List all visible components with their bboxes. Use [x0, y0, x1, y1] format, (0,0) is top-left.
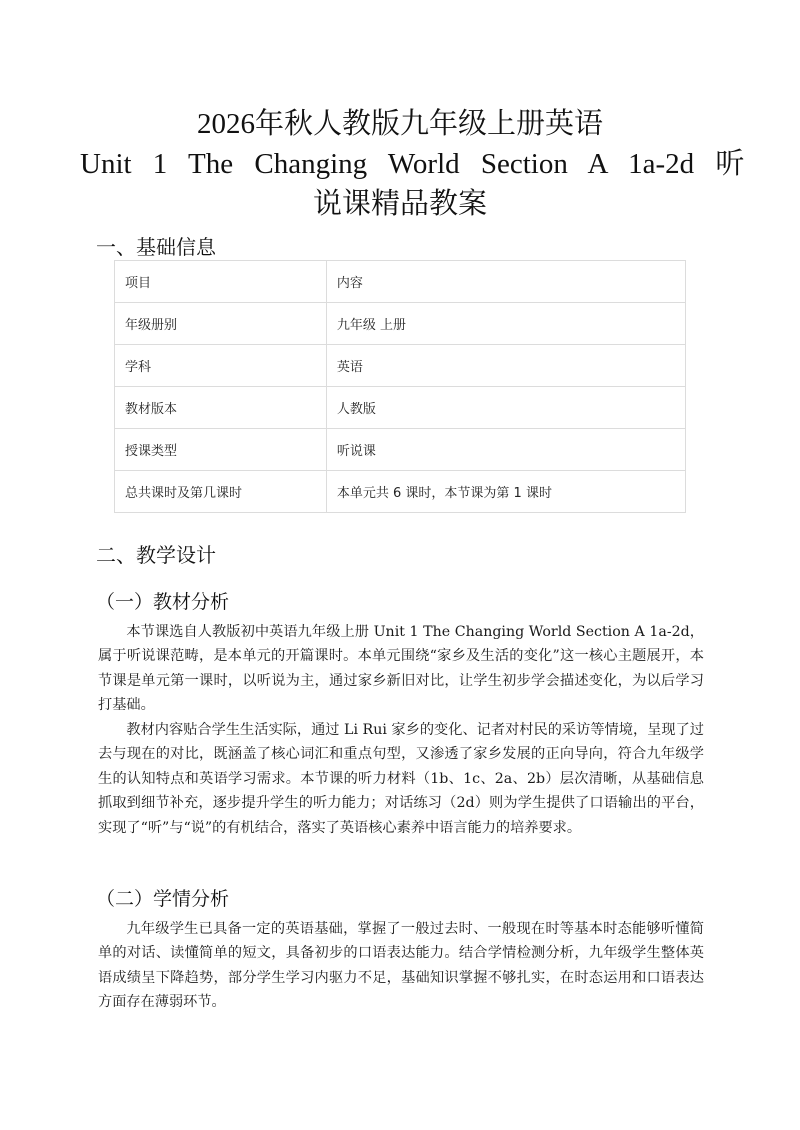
table-cell: 内容 [326, 261, 685, 303]
table-row [115, 303, 686, 345]
table-cell: 年级册别 [115, 303, 327, 345]
section-heading-basic-info: 一、基础信息 [96, 235, 216, 259]
table-cell: 听说课 [326, 429, 685, 471]
paragraph-material-2: 教材内容贴合学生生活实际，通过 Li Rui 家乡的变化、记者对村民的采访等情境，呈现了过去与现在的对比，既涵盖了核心词汇和重点句型，又渗透了家乡发展的正向导向，符合九年级学生的认知特点和英语学习需求。本节课的听力材料（1b、1c、2a、2b）层次清晰，从基础信息抓取到细节补充，逐步提升学生的听力能力；对话练习（2d）则为学生提供了口语输出的平台，实现了“听”与“说”的有机结合，落实了英语核心素养中语言能力的培养要求。 [98, 722, 704, 836]
subsection-heading-material-analysis: （一）教材分析 [96, 591, 230, 613]
title-line-2: Unit 1 The Changing World Section A 1a-2d 听 [80, 148, 745, 180]
table-cell: 人教版 [326, 387, 685, 429]
document-title [80, 104, 745, 224]
table-cell: 授课类型 [115, 429, 327, 471]
table-cell: 学科 [115, 345, 327, 387]
title-line-1: 2026年秋人教版九年级上册英语 [196, 108, 603, 140]
table-row [115, 471, 686, 513]
table-cell: 项目 [115, 261, 327, 303]
section-heading-teaching-design: 二、教学设计 [96, 543, 216, 567]
table-cell: 九年级 上册 [326, 303, 685, 345]
table-row [115, 387, 686, 429]
subsection-heading-learner-analysis: （二）学情分析 [96, 888, 230, 910]
table-row [115, 429, 686, 471]
basic-info-table [114, 260, 686, 513]
paragraph-material-1: 本节课选自人教版初中英语九年级上册 Unit 1 The Changing World Section A 1a-2d，属于听说课范畴，是本单元的开篇课时。本单元围绕“家乡及生活的变化”这一核心主题展开，本节课是单元第一课时，以听说为主，通过家乡新旧对比，让学生初步学会描述变化，为以后学习打基础。 [98, 624, 704, 714]
table-cell: 教材版本 [115, 387, 327, 429]
title-line-3: 说课精品教案 [312, 188, 487, 220]
paragraph-learner-1: 九年级学生已具备一定的英语基础，掌握了一般过去时、一般现在时等基本时态能够听懂简单的对话、读懂简单的短文，具备初步的口语表达能力。结合学情检测分析，九年级学生整体英语成绩呈下降趋势，部分学生学习内驱力不足，基础知识掌握不够扎实，在时态运用和口语表达方面存在薄弱环节。 [98, 921, 704, 1011]
table-cell: 总共课时及第几课时 [115, 471, 327, 513]
table-row [115, 261, 686, 303]
table-cell: 本单元共 6 课时，本节课为第 1 课时 [326, 471, 685, 513]
table-row [115, 345, 686, 387]
table-cell: 英语 [326, 345, 685, 387]
